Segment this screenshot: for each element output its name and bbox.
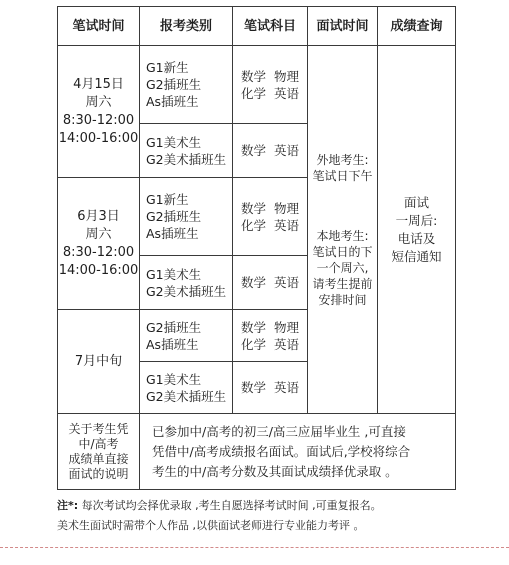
category-item: G1新生 (146, 60, 189, 75)
note-row (58, 414, 456, 490)
interview-outside-value: 笔试日下午 (312, 168, 373, 183)
note-title-line: 关于考生凭 (68, 421, 129, 436)
interview-local-line: 请考生提前 (312, 276, 373, 291)
exam-weekday: 周六 (85, 94, 112, 110)
exam-weekday: 周六 (85, 226, 112, 242)
header-exam-time: 笔试时间 (58, 7, 140, 46)
exam-date: 6月3日 (77, 208, 120, 224)
footnote-line-2: 美术生面试时需带个人作品 ,以供面试老师进行专业能力考评 。 (57, 519, 365, 532)
note-title-cell (58, 414, 140, 490)
category-item: As插班生 (146, 336, 199, 352)
subjects-line: 数学 物理 (241, 200, 299, 216)
result-line: 短信通知 (391, 248, 442, 264)
table-row (58, 46, 456, 124)
exam-schedule-table (57, 6, 456, 490)
header-category: 报考类别 (140, 7, 233, 46)
note-body-line: 考生的中/高考分数及其面试成绩择优录取 。 (152, 463, 398, 479)
subjects-cell (233, 178, 308, 256)
footnote-label: 注*: (57, 499, 79, 512)
subjects-cell (233, 124, 308, 178)
subjects-line: 化学 英语 (241, 85, 299, 101)
category-item: G2插班生 (146, 209, 202, 224)
note-title-line: 面试的说明 (68, 466, 129, 481)
category-cell (140, 310, 233, 362)
exam-date-cell (58, 178, 140, 310)
footnote-line-1 (57, 496, 497, 516)
exam-date: 4月15日 (73, 76, 124, 92)
subjects-cell (233, 46, 308, 124)
exam-time-morning: 8:30-12:00 (62, 112, 135, 128)
note-body-cell (140, 414, 456, 490)
header-interview-time: 面试时间 (308, 7, 378, 46)
exam-date-cell (58, 46, 140, 178)
category-cell (140, 256, 233, 310)
subjects-cell (233, 256, 308, 310)
subjects-line: 数学 物理 (241, 68, 299, 84)
interview-outside-label: 外地考生: (316, 152, 369, 167)
category-item: As插班生 (146, 94, 199, 109)
note-body-line: 已参加中/高考的初三/高三应届毕业生 ,可直接 (152, 423, 406, 439)
category-cell (140, 46, 233, 124)
exam-date-cell (58, 310, 140, 414)
category-item: G1美术生 (146, 266, 202, 282)
subjects-cell (233, 362, 308, 414)
category-item: G1美术生 (146, 134, 202, 150)
interview-local-line: 安排时间 (318, 292, 367, 307)
result-line: 一周后: (395, 212, 438, 228)
subjects-line: 数学 英语 (241, 143, 299, 158)
footnote (57, 496, 497, 536)
category-item: G1新生 (146, 192, 189, 207)
exam-schedule-table-container (57, 6, 455, 490)
note-body-line: 凭借中/高考成绩报名面试。面试后,学校将综合 (152, 443, 411, 459)
result-query-cell (378, 46, 456, 414)
subjects-line: 数学 物理 (241, 319, 299, 335)
spacer (311, 184, 374, 228)
category-cell (140, 178, 233, 256)
category-item: G2插班生 (146, 319, 202, 335)
exam-time-afternoon: 14:00-16:00 (58, 262, 139, 278)
subjects-cell (233, 310, 308, 362)
header-subjects: 笔试科目 (233, 7, 308, 46)
exam-time-afternoon: 14:00-16:00 (58, 130, 139, 146)
subjects-line: 化学 英语 (241, 217, 299, 233)
category-item: G2插班生 (146, 77, 202, 92)
interview-local-label: 本地考生: (316, 228, 369, 243)
result-line: 电话及 (397, 230, 436, 246)
category-cell (140, 362, 233, 414)
category-item: As插班生 (146, 226, 199, 241)
subjects-line: 数学 英语 (241, 275, 299, 290)
interview-local-line: 笔试日的下 (312, 244, 373, 259)
category-item: G2美术插班生 (146, 388, 227, 404)
note-title-line: 成绩单直接 (68, 451, 129, 466)
header-result-query: 成绩查询 (378, 7, 456, 46)
exam-date: 7月中旬 (74, 353, 123, 369)
note-title-line: 中/高考 (78, 436, 119, 451)
subjects-line: 化学 英语 (241, 336, 299, 352)
category-cell (140, 124, 233, 178)
dashed-divider (0, 547, 509, 548)
footnote-text: 每次考试均会择优录取 ,考生自愿选择考试时间 ,可重复报名。 (78, 499, 382, 512)
category-item: G2美术插班生 (146, 151, 227, 167)
header-row (58, 7, 456, 46)
exam-time-morning: 8:30-12:00 (62, 244, 135, 260)
category-item: G1美术生 (146, 371, 202, 387)
interview-time-cell (308, 46, 378, 414)
category-item: G2美术插班生 (146, 283, 227, 299)
result-line: 面试 (403, 194, 429, 210)
subjects-line: 数学 英语 (241, 380, 299, 395)
interview-local-line: 一个周六, (316, 260, 369, 275)
